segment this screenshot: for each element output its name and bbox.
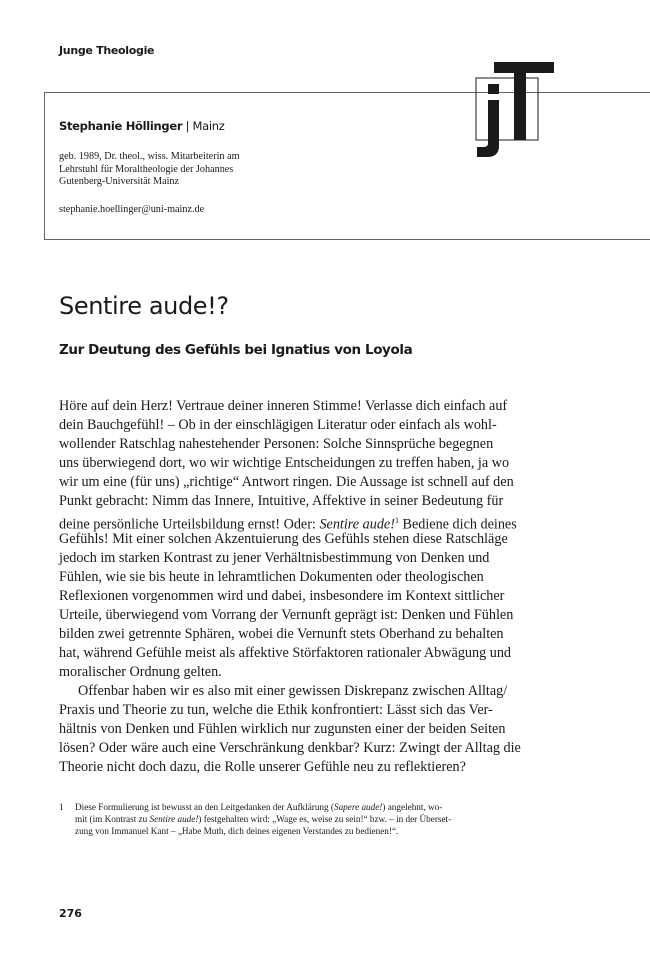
body-line: Fühlen, wie sie bis heute in lehramtlichen Dokumenten oder theologischen: [59, 569, 484, 585]
page-number: 276: [59, 907, 82, 920]
body-line: Urteile, überwiegend vom Vorrang der Vernunft geprägt ist: Denken und Fühlen: [59, 607, 514, 623]
footnote-line: [59, 802, 559, 814]
body-line: Praxis und Theorie zu tun, welche die Ethik konfrontiert: Lässt sich das Ver-: [59, 702, 493, 718]
author-name: Stephanie Höllinger: [59, 119, 183, 133]
body-text: [59, 397, 559, 777]
footnote-line: [59, 814, 559, 826]
body-line: Punkt gebracht: Nimm das Innere, Intuitive, Affektive in seiner Bedeutung für: [59, 493, 504, 509]
body-line: jedoch im starken Kontrast zu jener Verhältnisbestimmung von Denken und: [59, 550, 490, 566]
body-text-run: deine persönliche Urteilsbildung ernst! Oder:: [59, 516, 320, 533]
body-line: Offenbar haben wir es also mit einer gewissen Diskrepanz zwischen Alltag/: [78, 683, 508, 699]
article-title: Sentire aude!?: [59, 292, 229, 320]
body-text-run: Bediene dich deines: [398, 516, 517, 533]
footnote-text-run: ) angelehnt, wo-: [382, 802, 443, 812]
footnote-reference[interactable]: 1: [394, 516, 399, 525]
body-line: dein Bauchgefühl! – Ob in der einschlägigen Literatur oder einfach als wohl-: [59, 417, 497, 433]
body-line: Reflexionen vorgenommen wird und dabei, insbesondere im Kontext sittlicher: [59, 588, 505, 604]
footnote: [59, 802, 559, 837]
author-bio-line: geb. 1989, Dr. theol., wiss. Mitarbeiterin am: [59, 151, 240, 162]
footnote-text-run: Diese Formulierung ist bewusst an den Leitgedanken der Aufklärung (: [75, 802, 334, 812]
article-subtitle: Zur Deutung des Gefühls bei Ignatius von Loyola: [59, 342, 413, 358]
body-line: lösen? Oder wäre auch eine Verschränkung denkbar? Kurz: Zwingt der Alltag die: [59, 740, 521, 756]
footnote-italic-phrase: Sentire aude!: [149, 813, 199, 824]
body-line: [59, 511, 559, 533]
footnote-number: 1: [59, 802, 64, 812]
body-line: wir um eine (für uns) „richtige“ Antwort ringen. Die Aussage ist schnell auf den: [59, 474, 514, 490]
body-line: hat, während Gefühle meist als affektive Störfaktoren rationaler Abwägung und: [59, 645, 512, 661]
footnote-text-run: ) festgehalten wird: „Wage es, weise zu sein!“ bzw. – in der Überset-: [198, 813, 452, 824]
body-line: hältnis von Denken und Fühlen wirklich nur zugunsten einer der beiden Seiten: [59, 721, 506, 737]
author-bio-line: Lehrstuhl für Moraltheologie der Johannes: [59, 163, 234, 175]
body-line: uns überwiegend dort, wo wir wichtige Entscheidungen zu treffen haben, ja wo: [59, 455, 510, 471]
author-bio-line: Gutenberg-Universität Mainz: [59, 176, 180, 188]
body-italic-phrase: Sentire aude!: [319, 516, 395, 533]
body-line: Gefühls! Mit einer solchen Akzentuierung des Gefühls stehen diese Ratschläge: [59, 531, 508, 547]
footnote-line: zung von Immanuel Kant – „Habe Muth, dich deines eigenen Verstandes zu bedienen!“.: [75, 825, 399, 836]
body-line: bilden zwei getrennte Sphären, wobei die Vernunft stets Oberhand zu behalten: [59, 626, 504, 642]
author-separator: |: [185, 119, 190, 133]
body-line: moralischer Ordnung gelten.: [59, 664, 222, 680]
footnote-italic-phrase: Sapere aude!: [333, 802, 383, 812]
body-line: Theorie nicht doch dazu, die Rolle unserer Gefühle neu zu reflektieren?: [59, 759, 466, 775]
jt-logo-icon: [474, 62, 554, 158]
journal-name: Junge Theologie: [59, 44, 155, 57]
author-location: Mainz: [192, 119, 225, 133]
author-line: [59, 119, 225, 133]
body-line: Höre auf dein Herz! Vertraue deiner inneren Stimme! Verlasse dich einfach auf: [59, 398, 508, 414]
author-bio: [59, 151, 319, 189]
body-line: wollender Ratschlag nahestehender Personen: Solche Sinnsprüche begegnen: [59, 436, 494, 452]
footnote-text-run: mit (im Kontrast zu: [75, 813, 150, 824]
author-email[interactable]: stephanie.hoellinger@uni-mainz.de: [59, 204, 205, 215]
